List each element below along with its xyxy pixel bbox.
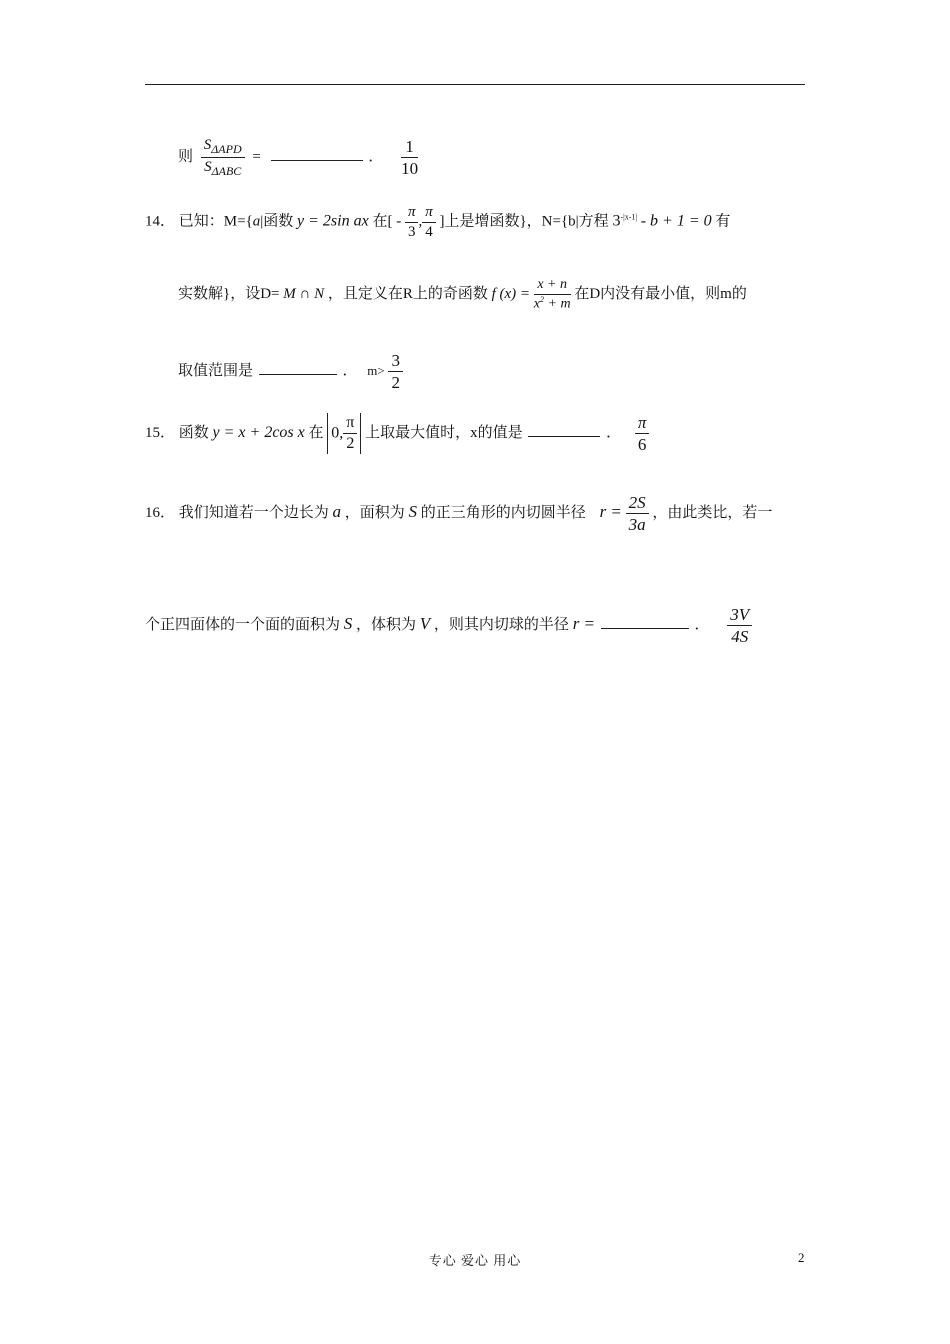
q13-prefix: 则: [178, 149, 194, 166]
q16-inradius-fraction: [626, 492, 649, 536]
q14-var-a: a: [252, 213, 261, 230]
q14-pi-a: π: [405, 203, 419, 223]
q14-den-4: 4: [425, 223, 433, 240]
q16-inradius-num: 2S: [626, 492, 649, 514]
q13-answer-line: [178, 136, 418, 180]
q13-blank: [271, 159, 363, 161]
q15-line: [145, 412, 649, 456]
q14-line2-text-b: ，且定义在R上的奇函数: [327, 285, 488, 302]
q16-line2-text-c: ，则其内切球的半径: [433, 617, 569, 634]
s-apd: S: [203, 137, 212, 154]
q14-f-den-x: x: [533, 296, 541, 312]
q15-pi-over-2: [343, 413, 357, 454]
q16-answer: [727, 604, 752, 648]
q14-text-4: ]上是增函数}，N={b|方程: [439, 213, 609, 230]
q16-inradius-den: 3a: [628, 515, 646, 535]
q14-text-2: |函数: [260, 213, 294, 230]
q15-function: y = x + 2cos x: [212, 424, 305, 442]
q13-answer-den: 10: [401, 159, 419, 179]
q14-answer-num: 3: [388, 350, 403, 372]
q14-line2-text-c: 在D内没有最小值，则m的: [574, 285, 747, 302]
q14-f-fraction: [534, 276, 571, 313]
q14-base-3: 3: [612, 212, 621, 230]
q14-text-3: 在[ -: [372, 213, 402, 230]
area-ratio-fraction: [201, 136, 245, 179]
q13-answer: [401, 136, 418, 180]
s-abc: S: [204, 159, 212, 176]
q14-intersection: M ∩ N: [283, 285, 325, 302]
q15-pi: π: [343, 413, 357, 434]
q16-var-s2: S: [343, 614, 353, 634]
q14-answer-m: m>: [367, 363, 385, 379]
s-abc-sub: ΔABC: [211, 164, 242, 179]
q13-answer-num: 1: [401, 136, 418, 158]
header-rule: [145, 84, 805, 85]
q14-line3-text: 取值范围是: [178, 363, 254, 380]
q14-f-numerator: x + n: [534, 276, 571, 295]
q14-f-den-sup: 2: [540, 294, 545, 304]
q16-r2-equals: r =: [572, 614, 596, 634]
q16-line-2: [145, 604, 752, 648]
q15-number: 15．: [145, 425, 176, 442]
q16-line2-text-b: ，体积为: [356, 617, 417, 634]
q14-f-den-rest: + m: [544, 296, 571, 312]
q15-interval: [327, 413, 361, 454]
q16-text-2: ，面积为: [344, 505, 405, 522]
q14-equation-rest: - b + 1 = 0: [640, 212, 712, 230]
page-number: 2: [798, 1250, 805, 1265]
q14-line2-text-a: 实数解}，设D=: [178, 285, 280, 302]
q16-dot: ．: [694, 617, 710, 634]
q14-pi-b: π: [422, 203, 436, 223]
q14-function: y = 2sin ax: [297, 212, 369, 230]
q14-text-1: 已知：M={: [178, 213, 253, 230]
q13-equals: =: [252, 149, 261, 166]
footer-slogan: 专心 爱心 用心: [428, 1253, 522, 1268]
q14-answer-fraction: [388, 350, 403, 394]
q14-answer-den: 2: [391, 373, 400, 393]
q16-line2-text-a: 个正四面体的一个面的面积为: [145, 617, 341, 634]
q14-comma: ,: [418, 213, 423, 230]
q14-text-6: 有: [715, 213, 731, 230]
q16-text-4: ，由此类比，若一: [652, 505, 773, 522]
q16-r-equals: r =: [599, 502, 622, 522]
q14-line-2: [178, 276, 747, 313]
q16-line-1: [145, 492, 772, 536]
q15-blank: [528, 435, 600, 437]
q15-text-2: 在: [308, 425, 324, 442]
q16-var-a: a: [332, 502, 342, 522]
q16-answer-num: 3V: [727, 604, 752, 626]
q16-blank: [601, 627, 689, 629]
q15-text-1: 函数: [178, 425, 209, 442]
q14-number: 14．: [145, 213, 176, 230]
q16-var-s: S: [408, 502, 418, 522]
q14-den-3: 3: [407, 223, 416, 240]
q14-line-1: [145, 203, 730, 242]
q15-text-3: 上取最大值时，x的值是: [365, 425, 523, 442]
q15-interval-left: 0,: [331, 424, 344, 442]
q14-pi-over-4: [422, 203, 436, 242]
q16-text-1: 我们知道若一个边长为: [178, 505, 329, 522]
q16-text-3: 的正三角形的内切圆半径: [420, 505, 586, 522]
s-apd-sub: ΔAPD: [211, 142, 242, 157]
q13-dot: ．: [368, 149, 384, 166]
q15-answer-num: π: [635, 412, 650, 434]
q14-fx: f (x) =: [491, 285, 531, 302]
q14-blank: [259, 373, 337, 375]
q14-exponent: -|x-1|: [620, 212, 637, 222]
q15-answer: [635, 412, 650, 456]
q14-line3-dot: ．: [342, 363, 358, 380]
q15-dot: ．: [606, 425, 622, 442]
q15-answer-den: 6: [637, 435, 647, 455]
q14-line-3: [178, 350, 403, 394]
q14-f-denominator: [534, 295, 571, 313]
q16-answer-den: 4S: [731, 627, 749, 647]
q16-var-v: V: [419, 614, 431, 634]
q15-two: 2: [346, 435, 355, 453]
q14-pi-over-3: [405, 203, 419, 242]
q16-number: 16．: [145, 505, 176, 522]
